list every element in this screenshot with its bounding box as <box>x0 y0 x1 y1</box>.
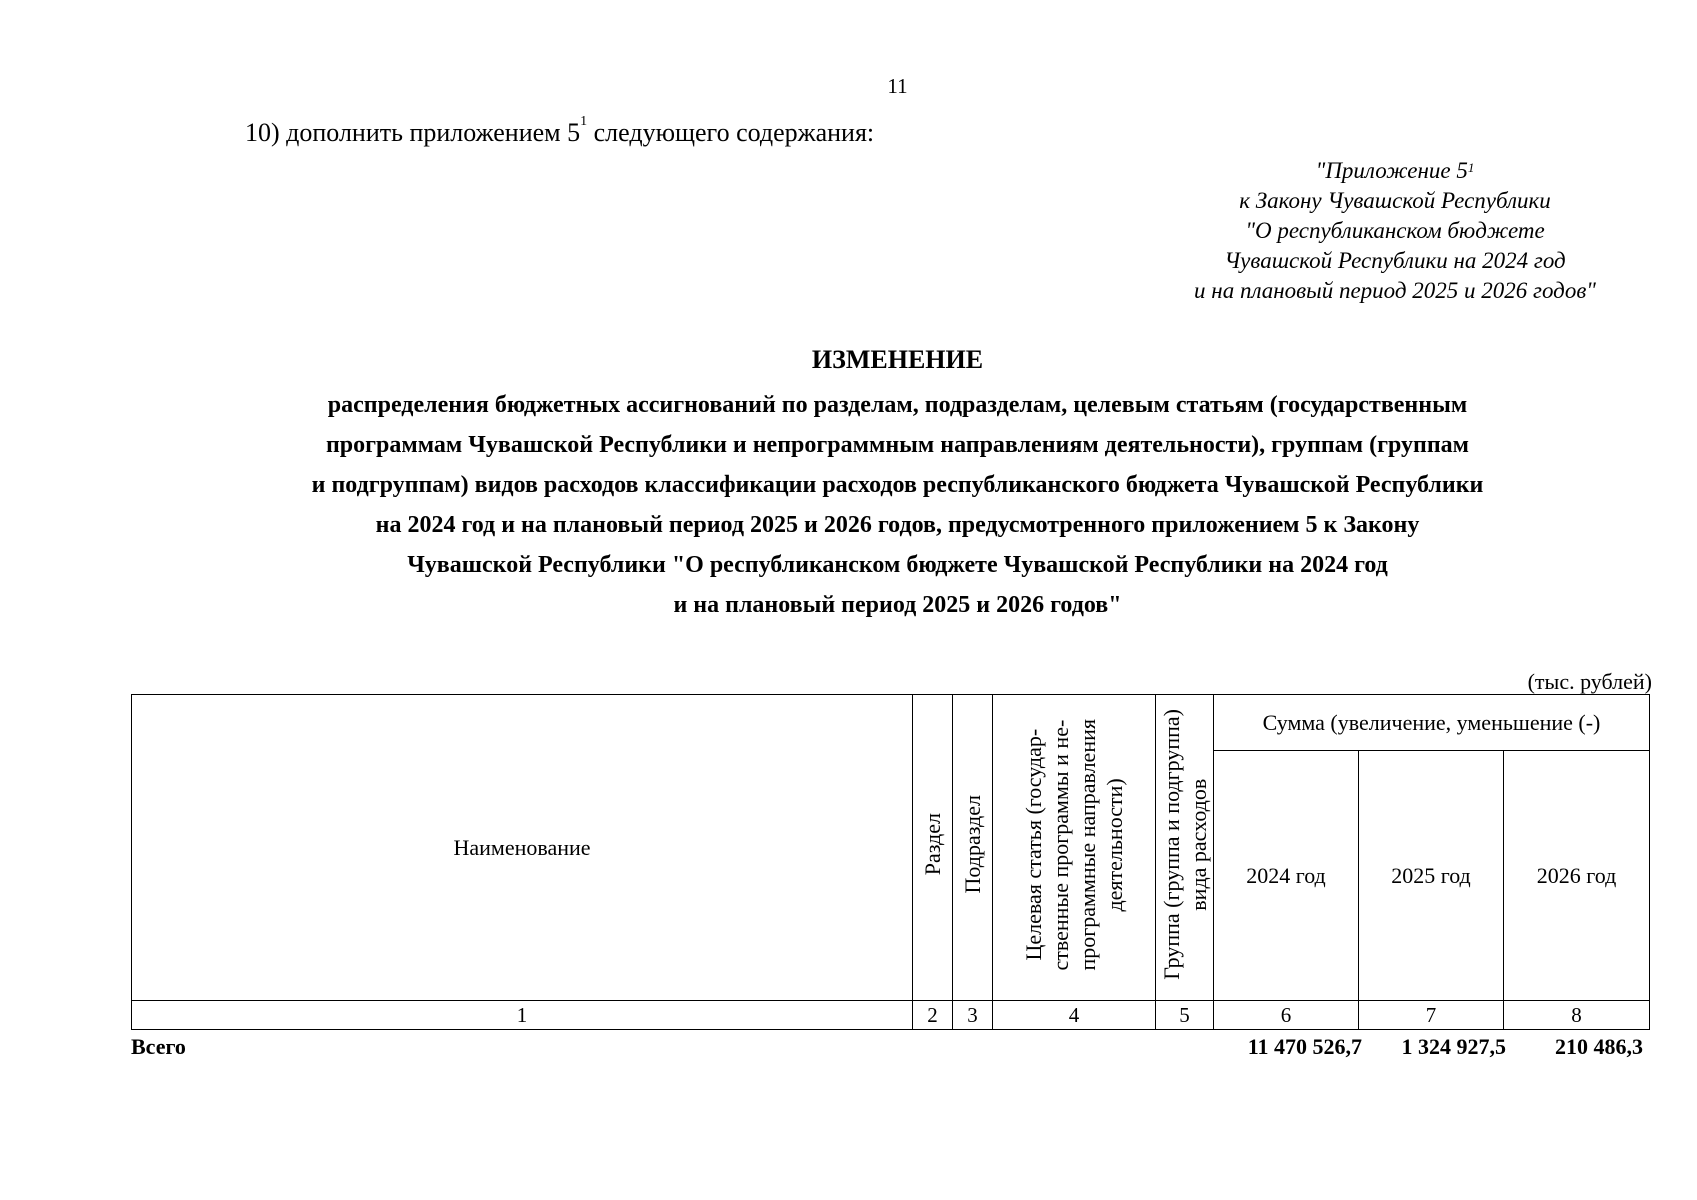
total-label: Всего <box>131 1034 186 1059</box>
subtitle-line: и на плановый период 2025 и 2026 годов" <box>673 592 1122 618</box>
intro-text-after: следующего содержания: <box>587 118 875 147</box>
units-label: (тыс. рублей) <box>1527 669 1652 694</box>
header-expense-group-text <box>1158 709 1212 980</box>
subtitle-line: и подгруппам) видов расходов классификации расходов республиканского бюджета Чувашской Республики <box>311 472 1484 498</box>
header-year-2025: 2025 год <box>1359 751 1504 1001</box>
target-line: программные направления <box>1075 718 1100 971</box>
subtitle-line: программам Чувашской Республики и непрограммным направлениям деятельности), группам (группам <box>325 432 1470 458</box>
appendix-header <box>1130 156 1660 306</box>
header-subsection-text: Подраздел <box>960 795 985 894</box>
column-number-row <box>132 1001 1650 1030</box>
intro-text-before: 10) дополнить приложением 5 <box>245 118 581 147</box>
header-name-text: Наименование <box>453 834 591 860</box>
column-number: 5 <box>1156 1001 1214 1030</box>
header-target-article <box>993 695 1156 1001</box>
header-year-2026: 2026 год <box>1504 751 1650 1001</box>
header-target-article-text <box>1020 719 1128 971</box>
appendix-superscript: 1 <box>1467 160 1475 175</box>
total-2026: 210 486,3 <box>1555 1034 1643 1059</box>
header-sum-text: Сумма (увеличение, уменьшение (-) <box>1262 709 1601 735</box>
header-expense-group <box>1156 695 1214 1001</box>
target-line: деятельности) <box>1102 777 1127 912</box>
column-number: 8 <box>1504 1001 1650 1030</box>
subtitle-line: на 2024 год и на плановый период 2025 и 2026 годов, предусмотренного приложением 5 к Закону <box>375 512 1420 538</box>
appendix-line-1-text: "Приложение 5 <box>1315 158 1468 183</box>
group-line: вида расходов <box>1185 778 1211 911</box>
group-line: Группа (группа и подгруппа) <box>1158 709 1184 980</box>
header-sum <box>1214 695 1650 751</box>
appendix-line-1 <box>1130 156 1660 186</box>
target-line: ственные программы и не- <box>1048 719 1073 970</box>
appendix-line-4: Чувашской Республики на 2024 год <box>1224 248 1566 273</box>
header-name <box>132 695 913 1001</box>
column-number: 2 <box>913 1001 953 1030</box>
page-number: 11 <box>887 74 908 98</box>
total-2024: 11 470 526,7 <box>1247 1034 1362 1059</box>
column-number: 1 <box>132 1001 913 1030</box>
appendix-line-2: к Закону Чувашской Республики <box>1239 188 1551 213</box>
budget-table <box>131 694 1650 1030</box>
intro-superscript: 1 <box>580 114 588 129</box>
column-number: 4 <box>993 1001 1156 1030</box>
header-section <box>913 695 953 1001</box>
document-title: ИЗМЕНЕНИЕ <box>811 345 984 374</box>
subtitle-line: Чувашской Республики "О республиканском бюджете Чувашской Республики на 2024 год <box>407 552 1388 578</box>
header-subsection <box>953 695 993 1001</box>
column-number: 3 <box>953 1001 993 1030</box>
document-subtitle <box>160 385 1635 625</box>
target-line: Целевая статья (государ- <box>1021 728 1046 961</box>
column-number: 7 <box>1359 1001 1504 1030</box>
appendix-line-3: "О республиканском бюджете <box>1245 218 1545 243</box>
total-2025: 1 324 927,5 <box>1401 1034 1506 1059</box>
header-year-2024: 2024 год <box>1214 751 1359 1001</box>
appendix-line-5: и на плановый период 2025 и 2026 годов" <box>1194 278 1596 303</box>
intro-paragraph <box>245 114 875 148</box>
subtitle-line: распределения бюджетных ассигнований по разделам, подразделам, целевым статьям (государственным <box>327 392 1468 418</box>
column-number: 6 <box>1214 1001 1359 1030</box>
header-section-text: Раздел <box>920 813 945 876</box>
